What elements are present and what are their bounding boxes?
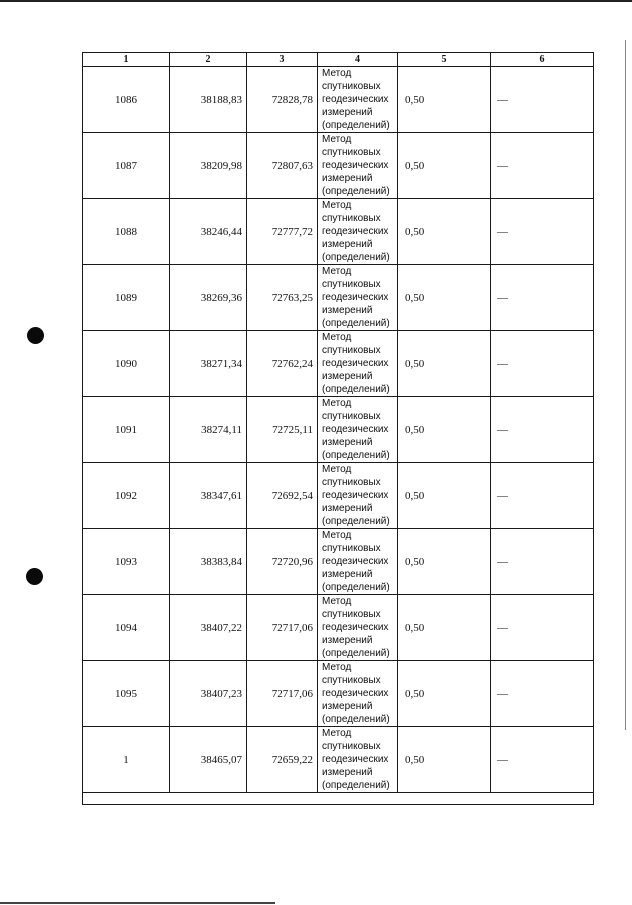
note-cell: — xyxy=(491,331,594,397)
table-row xyxy=(83,727,594,793)
y-coordinate-cell: 72725,11 xyxy=(247,397,318,463)
method-cell: Метод спутниковых геодезических измерений (определений) xyxy=(318,331,398,397)
method-cell: Метод спутниковых геодезических измерений (определений) xyxy=(318,463,398,529)
accuracy-cell: 0,50 xyxy=(398,529,491,595)
point-number-cell: 1092 xyxy=(83,463,170,529)
y-coordinate-cell: 72717,06 xyxy=(247,595,318,661)
column-header: 6 xyxy=(491,53,594,67)
method-cell: Метод спутниковых геодезических измерений (определений) xyxy=(318,397,398,463)
accuracy-cell: 0,50 xyxy=(398,67,491,133)
table-row xyxy=(83,133,594,199)
accuracy-cell: 0,50 xyxy=(398,595,491,661)
page-right-edge xyxy=(625,40,626,730)
point-number-cell: 1 xyxy=(83,727,170,793)
x-coordinate-cell: 38274,11 xyxy=(170,397,247,463)
page-bottom-edge xyxy=(0,902,275,904)
note-cell: — xyxy=(491,265,594,331)
point-number-cell: 1089 xyxy=(83,265,170,331)
accuracy-cell: 0,50 xyxy=(398,331,491,397)
method-cell: Метод спутниковых геодезических измерений (определений) xyxy=(318,661,398,727)
note-cell: — xyxy=(491,529,594,595)
point-number-cell: 1093 xyxy=(83,529,170,595)
note-cell: — xyxy=(491,397,594,463)
accuracy-cell: 0,50 xyxy=(398,397,491,463)
note-cell: — xyxy=(491,133,594,199)
x-coordinate-cell: 38188,83 xyxy=(170,67,247,133)
accuracy-cell: 0,50 xyxy=(398,661,491,727)
accuracy-cell: 0,50 xyxy=(398,133,491,199)
table-row xyxy=(83,397,594,463)
method-cell: Метод спутниковых геодезических измерений (определений) xyxy=(318,265,398,331)
point-number-cell: 1091 xyxy=(83,397,170,463)
x-coordinate-cell: 38465,07 xyxy=(170,727,247,793)
x-coordinate-cell: 38407,22 xyxy=(170,595,247,661)
accuracy-cell: 0,50 xyxy=(398,199,491,265)
x-coordinate-cell: 38383,84 xyxy=(170,529,247,595)
accuracy-cell: 0,50 xyxy=(398,727,491,793)
note-cell: — xyxy=(491,727,594,793)
x-coordinate-cell: 38407,23 xyxy=(170,661,247,727)
method-cell: Метод спутниковых геодезических измерений (определений) xyxy=(318,727,398,793)
accuracy-cell: 0,50 xyxy=(398,265,491,331)
y-coordinate-cell: 72777,72 xyxy=(247,199,318,265)
note-cell: — xyxy=(491,67,594,133)
table-body xyxy=(83,67,594,805)
note-cell: — xyxy=(491,595,594,661)
point-number-cell: 1090 xyxy=(83,331,170,397)
table-row xyxy=(83,331,594,397)
x-coordinate-cell: 38209,98 xyxy=(170,133,247,199)
empty-cell xyxy=(83,793,594,805)
table-header-row xyxy=(83,53,594,67)
column-header: 5 xyxy=(398,53,491,67)
table-row xyxy=(83,67,594,133)
y-coordinate-cell: 72720,96 xyxy=(247,529,318,595)
point-number-cell: 1088 xyxy=(83,199,170,265)
note-cell: — xyxy=(491,463,594,529)
method-cell: Метод спутниковых геодезических измерений (определений) xyxy=(318,199,398,265)
punch-hole-icon xyxy=(27,327,44,344)
x-coordinate-cell: 38269,36 xyxy=(170,265,247,331)
table-row xyxy=(83,199,594,265)
y-coordinate-cell: 72807,63 xyxy=(247,133,318,199)
x-coordinate-cell: 38347,61 xyxy=(170,463,247,529)
note-cell: — xyxy=(491,199,594,265)
accuracy-cell: 0,50 xyxy=(398,463,491,529)
table-row xyxy=(83,265,594,331)
x-coordinate-cell: 38271,34 xyxy=(170,331,247,397)
y-coordinate-cell: 72762,24 xyxy=(247,331,318,397)
column-header: 1 xyxy=(83,53,170,67)
column-header: 2 xyxy=(170,53,247,67)
y-coordinate-cell: 72717,06 xyxy=(247,661,318,727)
point-number-cell: 1087 xyxy=(83,133,170,199)
table-row xyxy=(83,661,594,727)
point-number-cell: 1086 xyxy=(83,67,170,133)
table-row xyxy=(83,463,594,529)
point-number-cell: 1094 xyxy=(83,595,170,661)
point-number-cell: 1095 xyxy=(83,661,170,727)
y-coordinate-cell: 72828,78 xyxy=(247,67,318,133)
y-coordinate-cell: 72692,54 xyxy=(247,463,318,529)
method-cell: Метод спутниковых геодезических измерений (определений) xyxy=(318,529,398,595)
column-header: 4 xyxy=(318,53,398,67)
punch-hole-icon xyxy=(26,568,43,585)
column-header: 3 xyxy=(247,53,318,67)
x-coordinate-cell: 38246,44 xyxy=(170,199,247,265)
note-cell: — xyxy=(491,661,594,727)
page-top-edge xyxy=(0,0,632,2)
method-cell: Метод спутниковых геодезических измерений (определений) xyxy=(318,133,398,199)
method-cell: Метод спутниковых геодезических измерений (определений) xyxy=(318,67,398,133)
table-footer-row xyxy=(83,793,594,805)
method-cell: Метод спутниковых геодезических измерений (определений) xyxy=(318,595,398,661)
table-row xyxy=(83,595,594,661)
table-row xyxy=(83,529,594,595)
y-coordinate-cell: 72763,25 xyxy=(247,265,318,331)
y-coordinate-cell: 72659,22 xyxy=(247,727,318,793)
coordinates-table xyxy=(82,52,594,805)
